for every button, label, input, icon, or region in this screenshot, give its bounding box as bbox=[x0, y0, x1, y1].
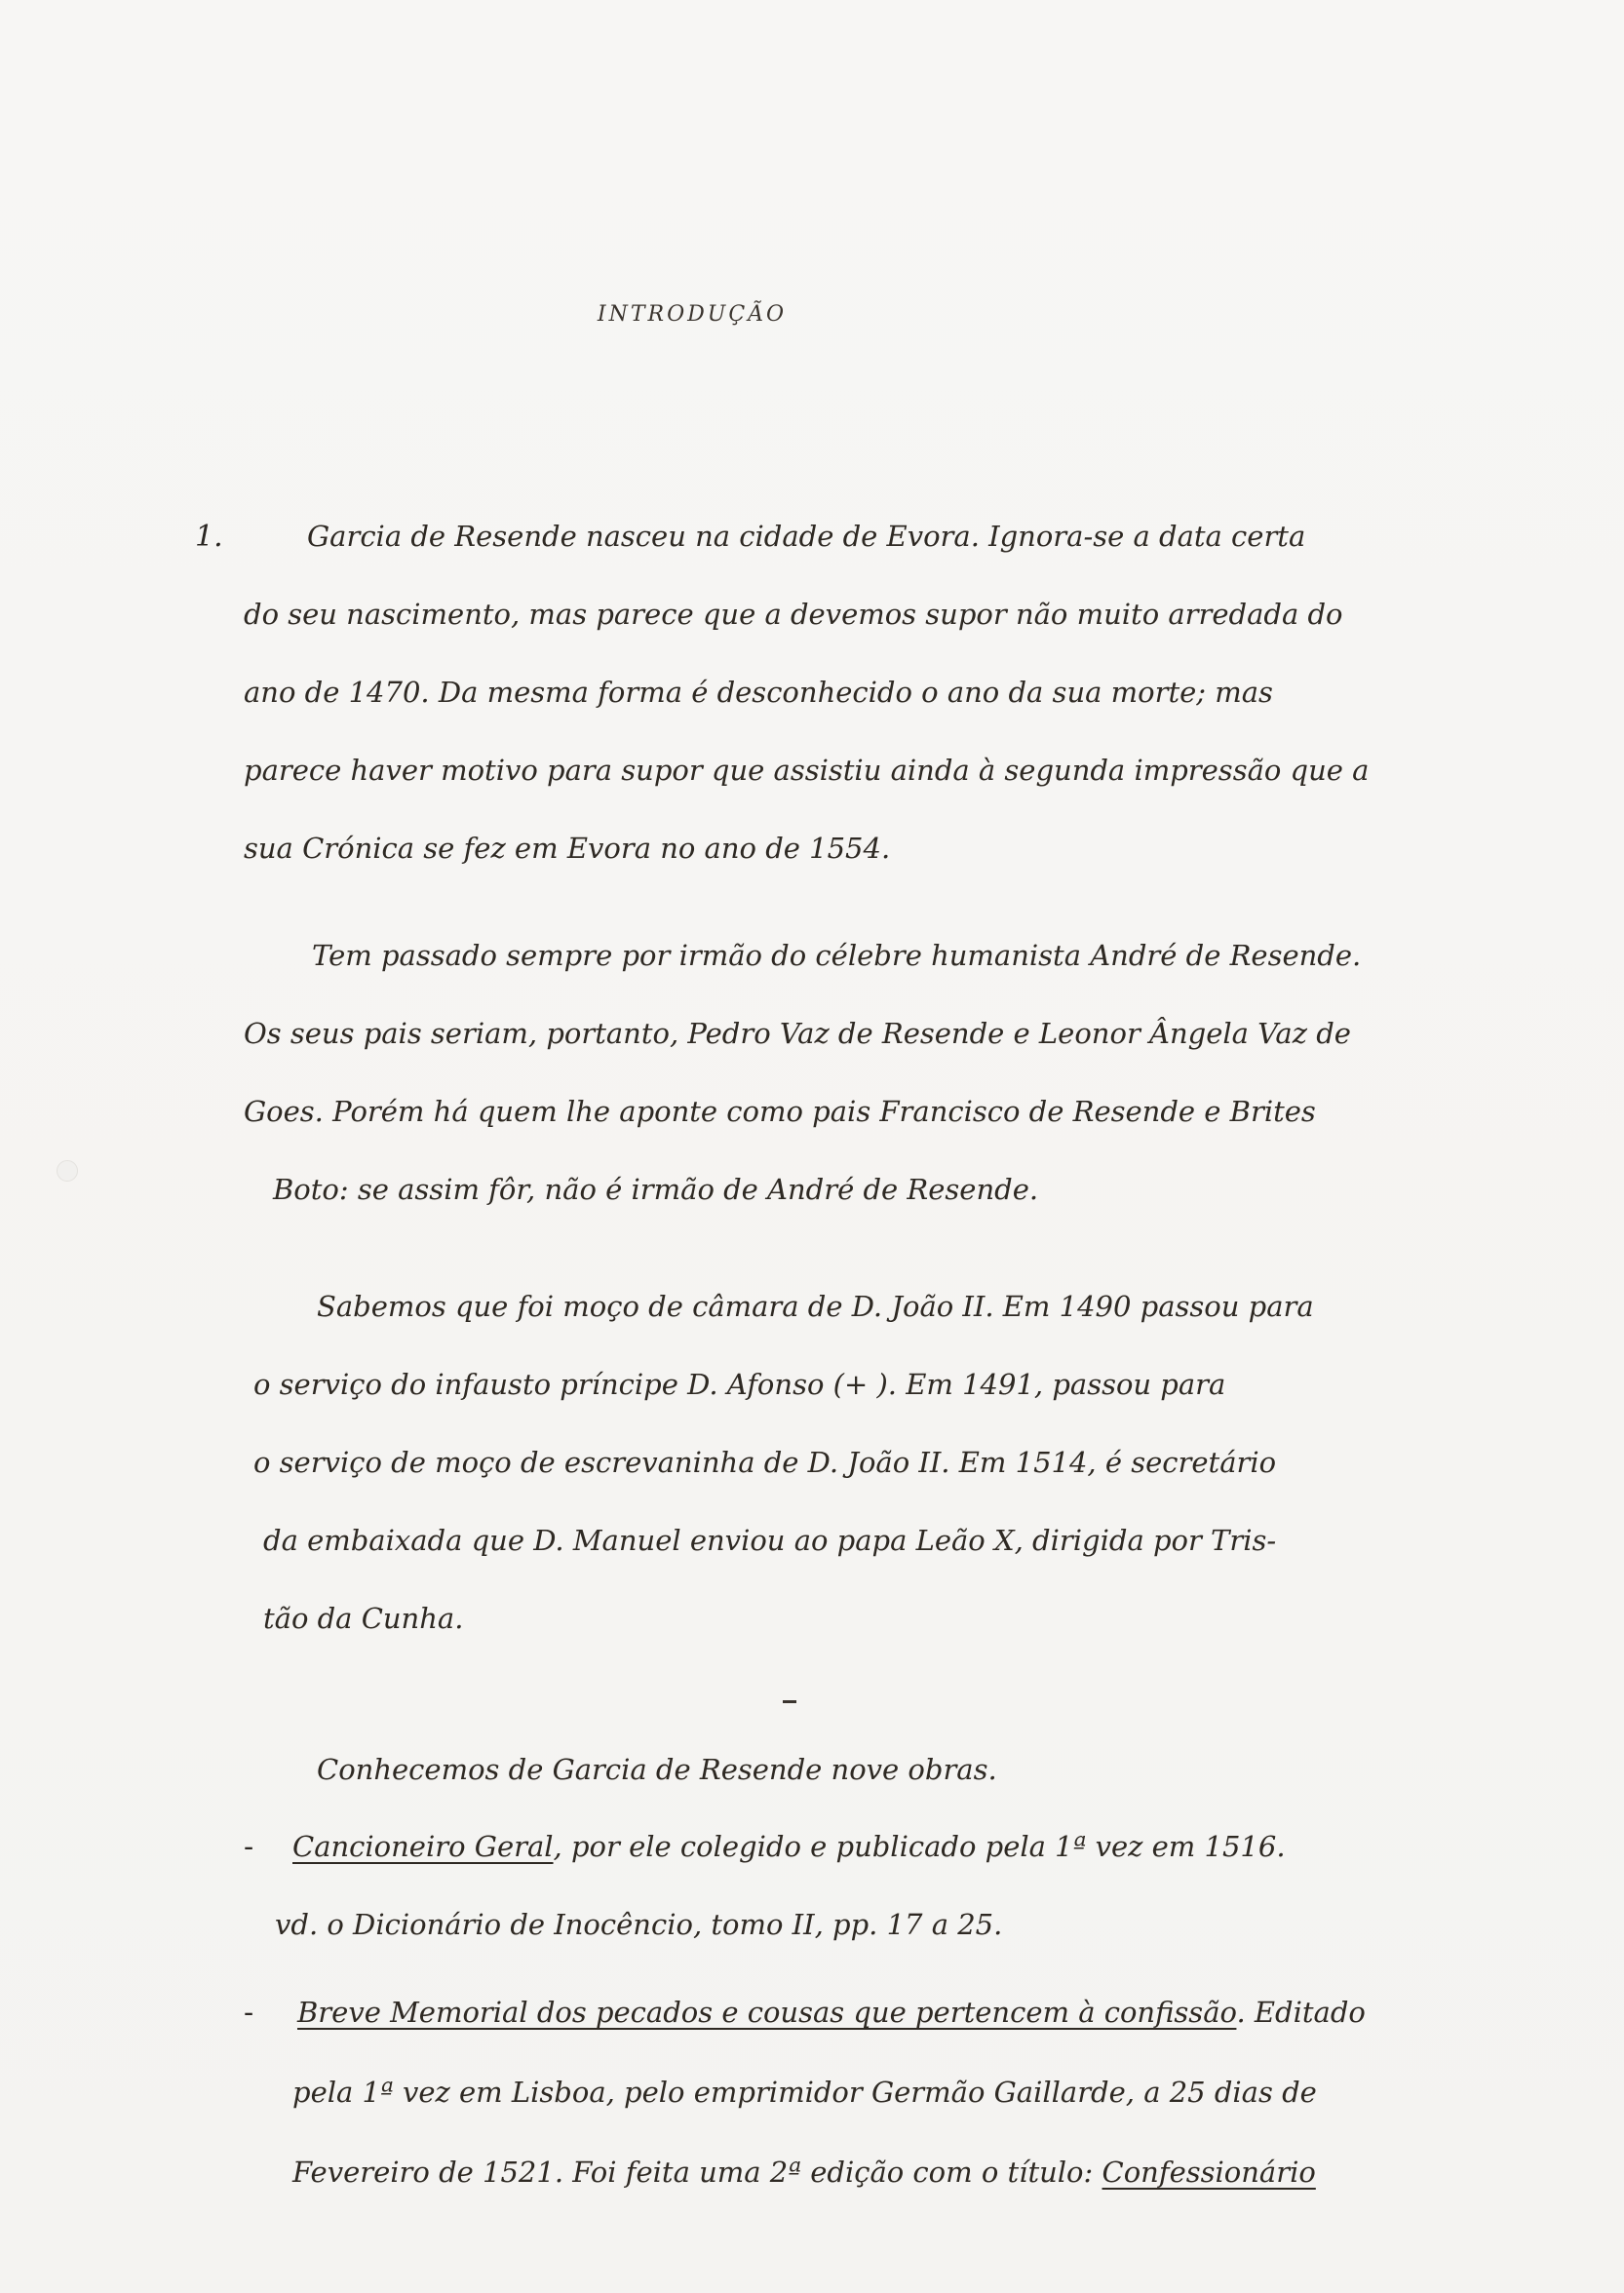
paragraph-line: ano de 1470. Da mesma forma é desconhecido o ano da sua morte; mas bbox=[244, 676, 1273, 709]
punch-hole bbox=[57, 1160, 78, 1182]
paragraph-line: Boto: se assim fôr, não é irmão de André de Resende. bbox=[273, 1173, 1039, 1206]
work-note: vd. o Dicionário de Inocêncio, tomo II, pp. 17 a 25. bbox=[275, 1908, 1003, 1941]
work-line: pela 1ª vez em Lisboa, pelo emprimidor Germão Gaillarde, a 25 dias de bbox=[292, 2076, 1317, 2109]
section-number: 1. bbox=[195, 520, 223, 554]
work-line bbox=[292, 1830, 1286, 1863]
section-separator bbox=[783, 1700, 796, 1703]
paragraph-line: Sabemos que foi moço de câmara de D. João II. Em 1490 passou para bbox=[317, 1290, 1314, 1323]
work-description: . Editado bbox=[1236, 1996, 1366, 2029]
paragraph-line: Os seus pais seriam, portanto, Pedro Vaz de Resende e Leonor Ângela Vaz de bbox=[244, 1017, 1351, 1050]
paragraph-line: da embaixada que D. Manuel enviou ao papa Leão X, dirigida por Tris- bbox=[263, 1524, 1277, 1557]
paragraph-line: Garcia de Resende nasceu na cidade de Evora. Ignora-se a data certa bbox=[307, 520, 1306, 553]
page-title: INTRODUÇÃO bbox=[597, 302, 788, 327]
work-description: , por ele colegido e publicado pela 1ª vez em 1516. bbox=[553, 1830, 1286, 1863]
work-title: Breve Memorial dos pecados e cousas que pertencem à confissão bbox=[297, 1996, 1237, 2029]
work-title: Cancioneiro Geral bbox=[292, 1830, 554, 1863]
paragraph-line: do seu nascimento, mas parece que a devemos supor não muito arredada do bbox=[244, 598, 1343, 631]
list-dash: - bbox=[244, 1830, 254, 1864]
paragraph-line: Tem passado sempre por irmão do célebre humanista André de Resende. bbox=[312, 939, 1362, 972]
paragraph-line: Conhecemos de Garcia de Resende nove obras. bbox=[317, 1753, 997, 1786]
paragraph-line: o serviço de moço de escrevaninha de D. João II. Em 1514, é secretário bbox=[253, 1446, 1277, 1479]
list-dash: - bbox=[244, 1996, 254, 2030]
work-description: Fevereiro de 1521. Foi feita uma 2ª edição com o título: bbox=[292, 2156, 1102, 2189]
paragraph-line: o serviço do infausto príncipe D. Afonso (+ ). Em 1491, passou para bbox=[253, 1368, 1226, 1401]
work-line bbox=[297, 1996, 1366, 2029]
paragraph-line: tão da Cunha. bbox=[263, 1602, 464, 1635]
work-title: Confessionário bbox=[1102, 2156, 1316, 2189]
work-line bbox=[292, 2156, 1316, 2189]
paragraph-line: Goes. Porém há quem lhe aponte como pais Francisco de Resende e Brites bbox=[244, 1095, 1316, 1128]
paragraph-line: sua Crónica se fez em Evora no ano de 1554. bbox=[244, 832, 891, 865]
paragraph-line: parece haver motivo para supor que assistiu ainda à segunda impressão que a bbox=[244, 754, 1370, 787]
